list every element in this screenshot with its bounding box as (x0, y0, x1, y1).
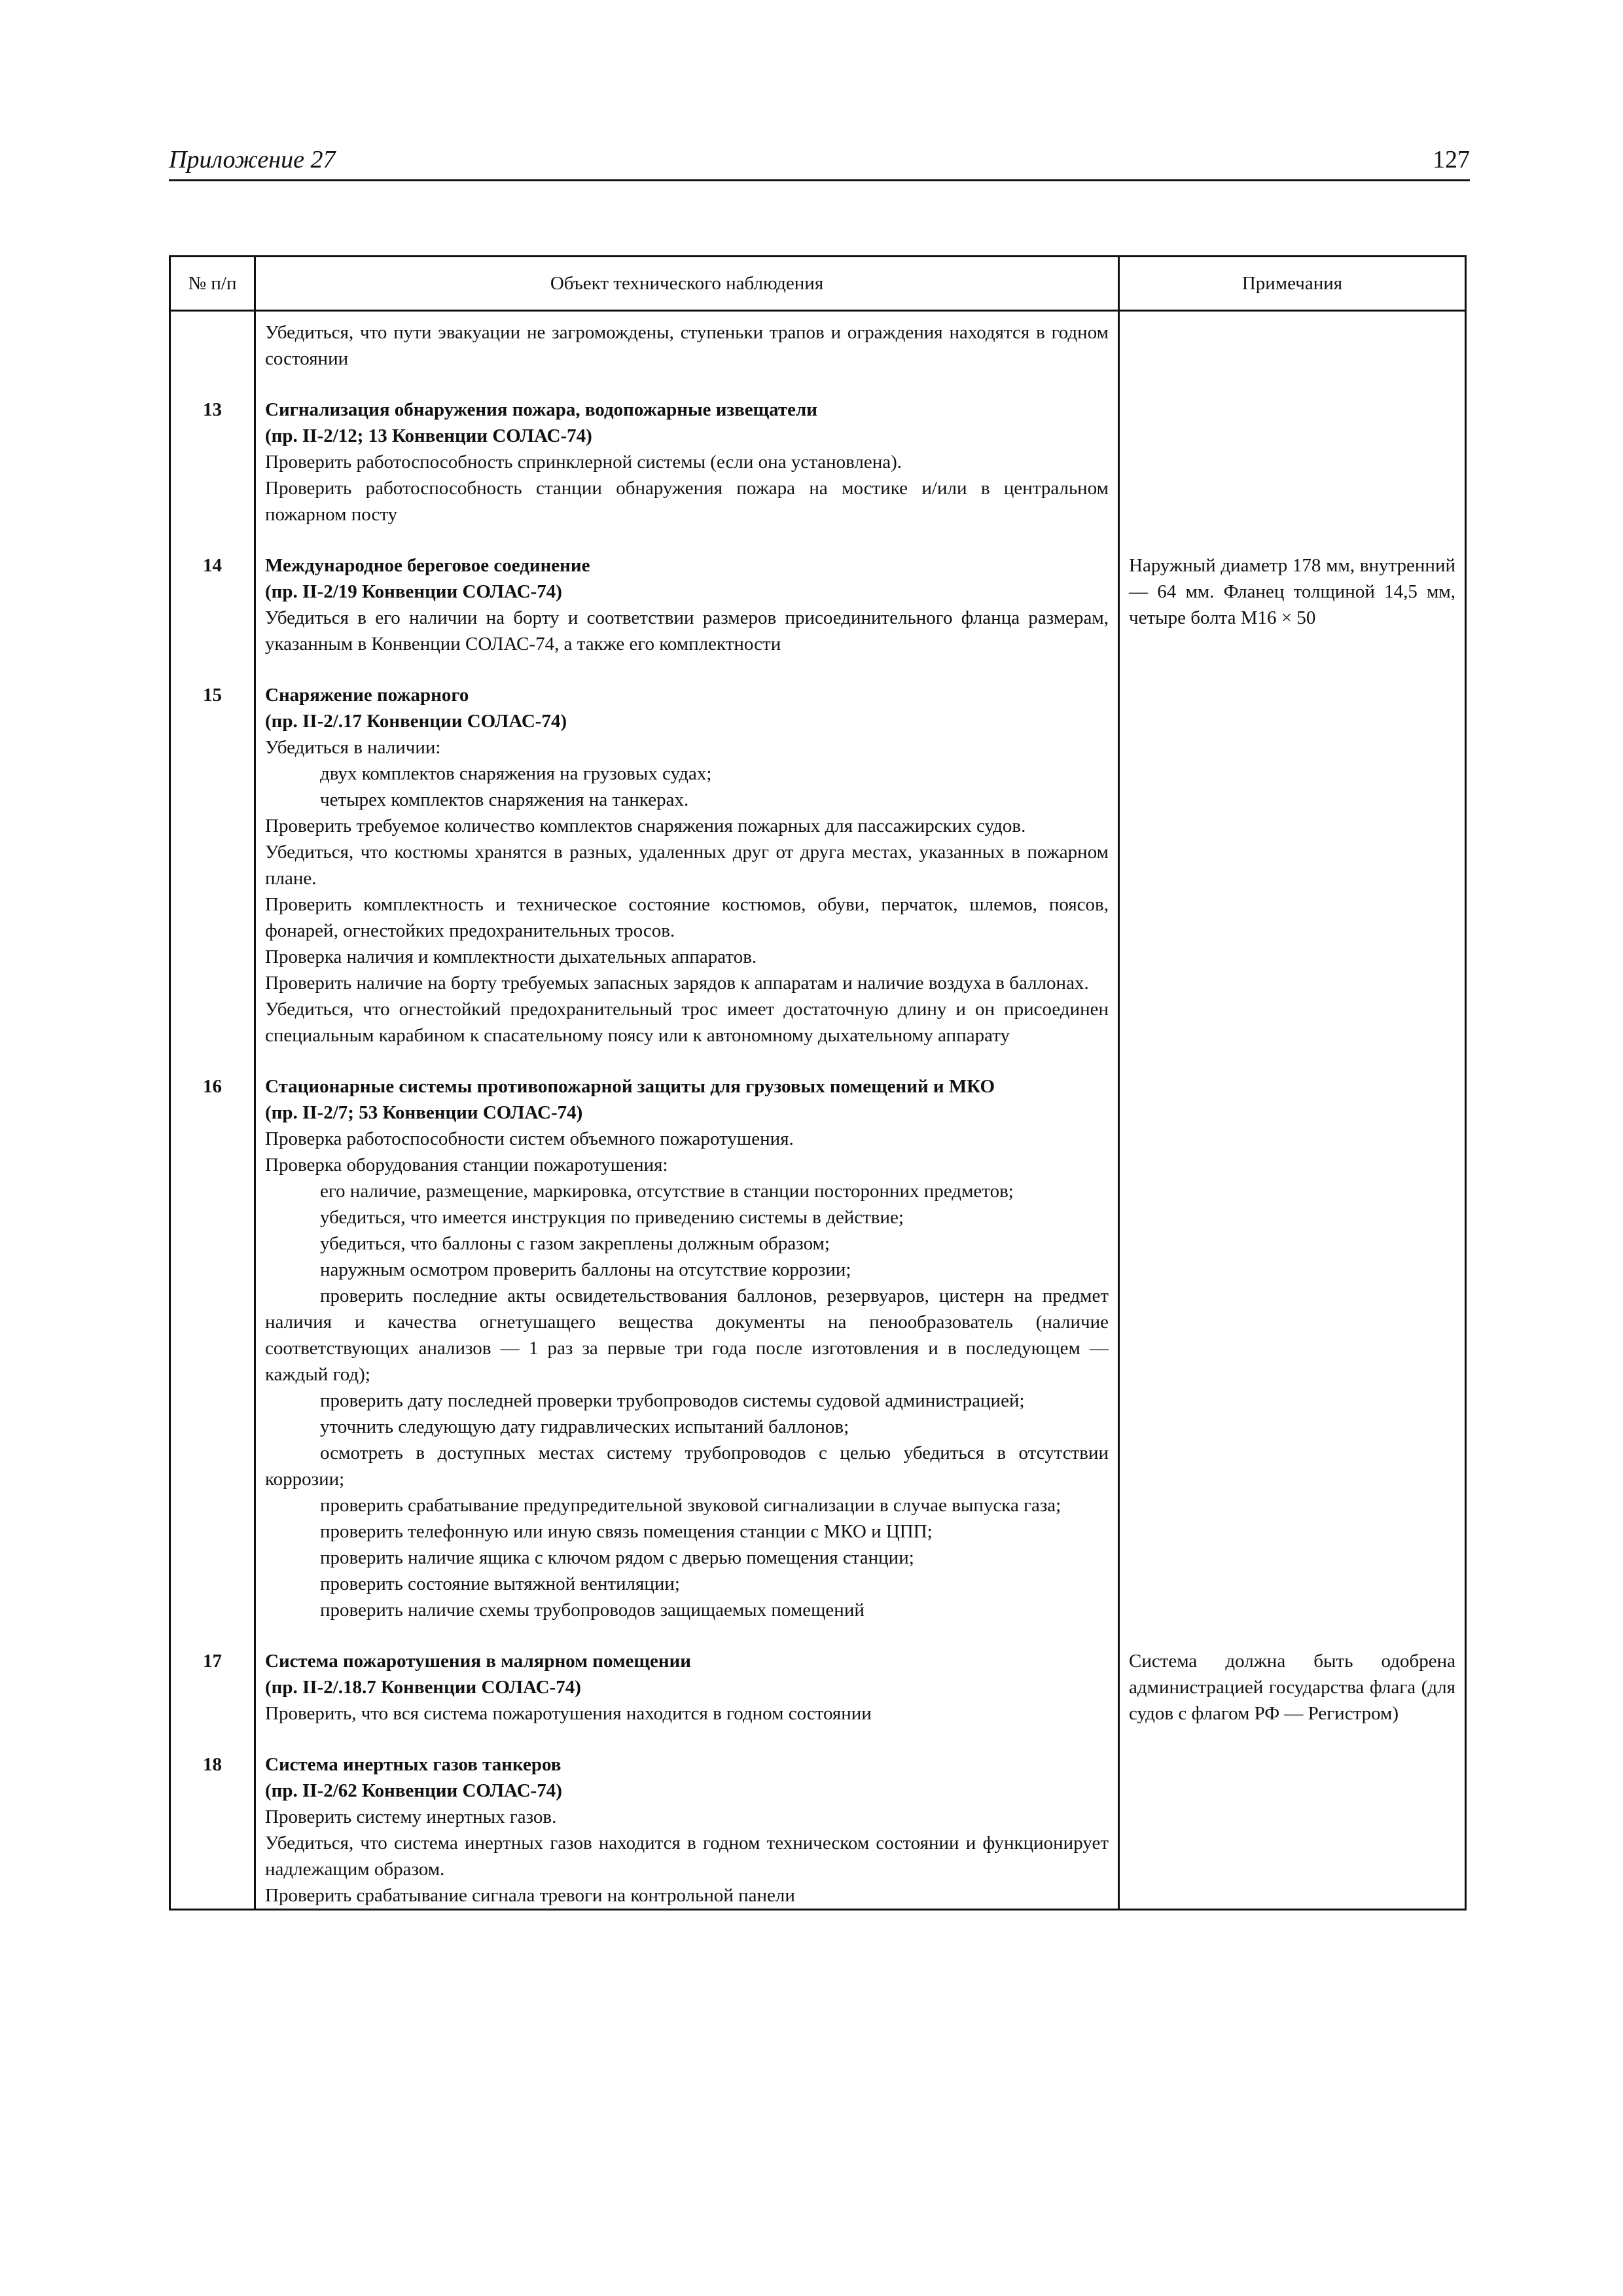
item-line: Убедиться в наличии: (265, 737, 441, 758)
row-number: 17 (170, 1648, 255, 1751)
item-line: проверить последние акты освидетельствования баллонов, резервуаров, цистерн на предмет наличия и качества огнетушащего вещества документы на пенообразователь (наличие соответствующих анализов — 1 раз за первые три года после изготовления и в последующем — каждый год); (265, 1285, 1109, 1385)
item-line: Проверить систему инертных газов. (265, 1806, 557, 1827)
item-line: убедиться, что баллоны с газом закреплены должным образом; (320, 1233, 830, 1254)
table-header-row (170, 257, 1466, 311)
column-header-notes: Примечания (1119, 257, 1466, 311)
item-line: Убедиться в его наличии на борту и соответствии размеров присоединительного фланца размерам, указанным в Конвенции СОЛАС-74, а также его комплектности (265, 607, 1109, 655)
row-body (255, 1751, 1119, 1910)
table-row (170, 552, 1466, 682)
item-line: Проверить комплектность и техническое состояние костюмов, обуви, перчаток, шлемов, поясов, фонарей, огнестойких предохранительных тросов. (265, 894, 1109, 941)
row-note (1119, 311, 1466, 397)
item-line: двух комплектов снаряжения на грузовых судах; (320, 763, 712, 784)
item-line: уточнить следующую дату гидравлических испытаний баллонов; (320, 1416, 849, 1437)
row-note (1119, 397, 1466, 552)
item-line: проверить наличие схемы трубопроводов защищаемых помещений (320, 1600, 865, 1621)
table-row (170, 1751, 1466, 1910)
row-number (170, 311, 255, 397)
page-number: 127 (1433, 146, 1470, 173)
intro-text: Убедиться, что пути эвакуации не загромождены, ступеньки трапов и ограждения находятся в годном состоянии (265, 322, 1109, 369)
table-row (170, 1073, 1466, 1648)
column-header-number: № п/п (170, 257, 255, 311)
page-header (169, 145, 1470, 181)
row-body (255, 682, 1119, 1073)
row-body (255, 552, 1119, 682)
item-line: наружным осмотром проверить баллоны на отсутствие коррозии; (320, 1259, 851, 1280)
item-reference: (пр. II-2/.17 Конвенции СОЛАС-74) (265, 711, 567, 732)
item-line: Убедиться, что костюмы хранятся в разных, удаленных друг от друга местах, указанных в пожарном плане. (265, 842, 1109, 889)
item-line: Проверить наличие на борту требуемых запасных зарядов к аппаратам и наличие воздуха в баллонах. (265, 973, 1089, 994)
table-row (170, 682, 1466, 1073)
row-number: 13 (170, 397, 255, 552)
row-number: 15 (170, 682, 255, 1073)
item-line: проверить состояние вытяжной вентиляции; (320, 1573, 680, 1594)
item-line: Проверка оборудования станции пожаротушения: (265, 1155, 668, 1175)
row-note (1119, 682, 1466, 1073)
table-row (170, 397, 1466, 552)
item-reference: (пр. II-2/19 Конвенции СОЛАС-74) (265, 581, 562, 602)
item-reference: (пр. II-2/12; 13 Конвенции СОЛАС-74) (265, 425, 592, 446)
item-line: убедиться, что имеется инструкция по приведению системы в действие; (320, 1207, 904, 1228)
item-reference: (пр. II-2/.18.7 Конвенции СОЛАС-74) (265, 1677, 581, 1698)
row-number: 16 (170, 1073, 255, 1648)
item-line: проверить наличие ящика с ключом рядом с дверью помещения станции; (320, 1547, 914, 1568)
item-line: Проверить работоспособность станции обнаружения пожара на мостике и/или в центральном пожарном посту (265, 478, 1109, 525)
item-title: Сигнализация обнаружения пожара, водопожарные извещатели (265, 399, 818, 420)
item-line: Проверка работоспособности систем объемного пожаротушения. (265, 1128, 794, 1149)
row-body (255, 1073, 1119, 1648)
item-line: осмотреть в доступных местах систему трубопроводов с целью убедиться в отсутствии коррозии; (265, 1443, 1109, 1490)
row-number: 18 (170, 1751, 255, 1910)
item-reference: (пр. II-2/7; 53 Конвенции СОЛАС-74) (265, 1102, 583, 1123)
item-line: Проверка наличия и комплектности дыхательных аппаратов. (265, 946, 757, 967)
item-reference: (пр. II-2/62 Конвенции СОЛАС-74) (265, 1780, 562, 1801)
row-body (255, 397, 1119, 552)
row-note (1119, 1073, 1466, 1648)
table-row-intro (170, 311, 1466, 397)
item-line: проверить телефонную или иную связь помещения станции с МКО и ЦПП; (320, 1521, 933, 1542)
appendix-title: Приложение 27 (169, 146, 336, 173)
row-note (1119, 1751, 1466, 1910)
item-title: Система инертных газов танкеров (265, 1754, 562, 1775)
item-title: Снаряжение пожарного (265, 685, 469, 706)
table-row (170, 1648, 1466, 1751)
row-body (255, 1648, 1119, 1751)
item-line: Убедиться, что огнестойкий предохранительный трос имеет достаточную длину и он присоединен специальным карабином к спасательному поясу или к автономному дыхательному аппарату (265, 999, 1109, 1046)
item-title: Стационарные системы противопожарной защиты для грузовых помещений и МКО (265, 1076, 995, 1097)
column-header-object: Объект технического наблюдения (255, 257, 1119, 311)
item-line: проверить дату последней проверки трубопроводов системы судовой администрацией; (320, 1390, 1025, 1411)
row-note: Система должна быть одобрена администрацией государства флага (для судов с флагом РФ — Регистром) (1119, 1648, 1466, 1751)
item-line: Проверить срабатывание сигнала тревоги на контрольной панели (265, 1885, 795, 1906)
item-title: Международное береговое соединение (265, 555, 590, 576)
item-line: Проверить работоспособность спринклерной системы (если она установлена). (265, 452, 902, 473)
table-body (170, 311, 1466, 1910)
item-line: Проверить требуемое количество комплектов снаряжения пожарных для пассажирских судов. (265, 816, 1026, 836)
row-note: Наружный диаметр 178 мм, внутренний — 64 мм. Фланец толщиной 14,5 мм, четыре болта М16 × 50 (1119, 552, 1466, 682)
item-line: четырех комплектов снаряжения на танкерах. (320, 789, 689, 810)
row-body (255, 311, 1119, 397)
inspection-table (169, 255, 1467, 1910)
item-line: проверить срабатывание предупредительной звуковой сигнализации в случае выпуска газа; (320, 1495, 1061, 1516)
item-line: его наличие, размещение, маркировка, отсутствие в станции посторонних предметов; (320, 1181, 1014, 1202)
item-line: Убедиться, что система инертных газов находится в годном техническом состоянии и функционирует надлежащим образом. (265, 1833, 1109, 1880)
item-line: Проверить, что вся система пожаротушения находится в годном состоянии (265, 1703, 872, 1724)
row-number: 14 (170, 552, 255, 682)
item-title: Система пожаротушения в малярном помещении (265, 1651, 692, 1672)
